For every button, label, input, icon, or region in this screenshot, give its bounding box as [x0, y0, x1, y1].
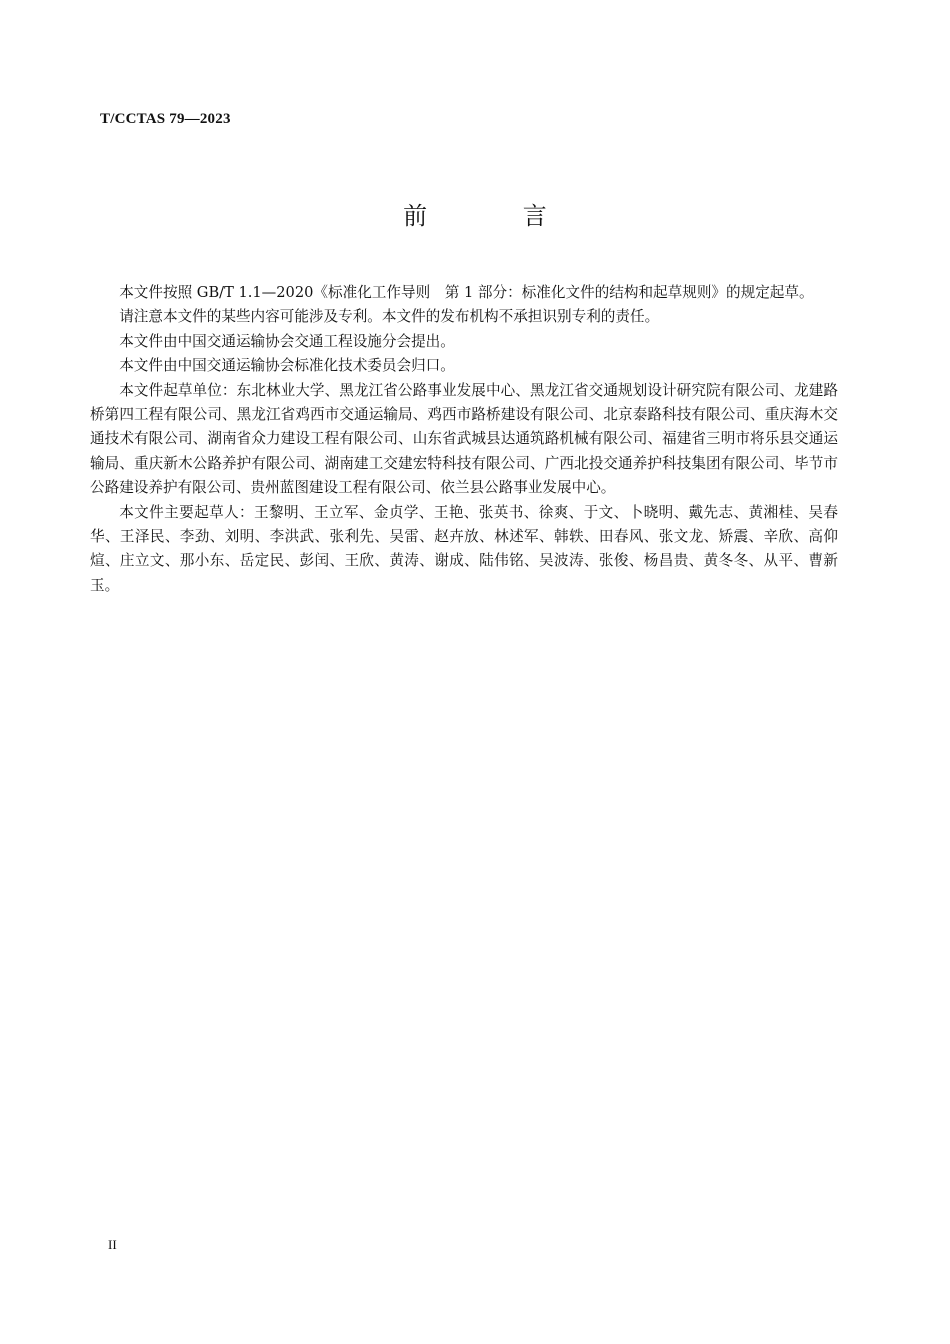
paragraph-patent-notice: 请注意本文件的某些内容可能涉及专利。本文件的发布机构不承担识别专利的责任。 — [119, 308, 660, 326]
paragraph-drafting-units: 本文件起草单位：东北林业大学、黑龙江省公路事业发展中心、黑龙江省交通规划设计研究院有限公司、龙建路桥第四工程有限公司、黑龙江省鸡西市交通运输局、鸡西市路桥建设有限公司、北京泰路科技有限公司、重庆海木交通技术有限公司、湖南省众力建设工程有限公司、山东省武城县达通筑路机械有限公司、福建省三明市将乐县交通运输局、重庆新木公路养护有限公司、湖南建工交建宏特科技有限公司、广西北投交通养护科技集团有限公司、毕节市公路建设养护有限公司、贵州蓝图建设工程有限公司、依兰县公路事业发展中心。 — [90, 381, 838, 497]
page-title: 前 言 — [403, 202, 591, 230]
paragraph-main-drafters: 本文件主要起草人：王黎明、王立军、金贞学、王艳、张英书、徐爽、于文、卜晓明、戴先志、黄湘桂、吴春华、王泽民、李劲、刘明、李洪武、张利先、吴雷、赵卉放、林述军、韩轶、田春风、张文龙、矫震、辛欣、高仰煊、庄立文、那小东、岳定民、彭闰、王欣、黄涛、谢成、陆伟铭、吴波涛、张俊、杨昌贵、黄冬冬、从平、曹新玉。 — [90, 503, 838, 594]
page-number: II — [108, 1237, 117, 1252]
paragraph-drafting-rules: 本文件按照 GB/T 1.1—2020《标准化工作导则 第 1 部分：标准化文件的结构和起草规则》的规定起草。 — [119, 284, 814, 301]
paragraph-proposed-by: 本文件由中国交通运输协会交通工程设施分会提出。 — [119, 332, 455, 350]
document-number: T/CCTAS 79—2023 — [100, 111, 231, 127]
foreword-body — [90, 281, 838, 598]
paragraph-centralized-by: 本文件由中国交通运输协会标准化技术委员会归口。 — [119, 357, 455, 375]
